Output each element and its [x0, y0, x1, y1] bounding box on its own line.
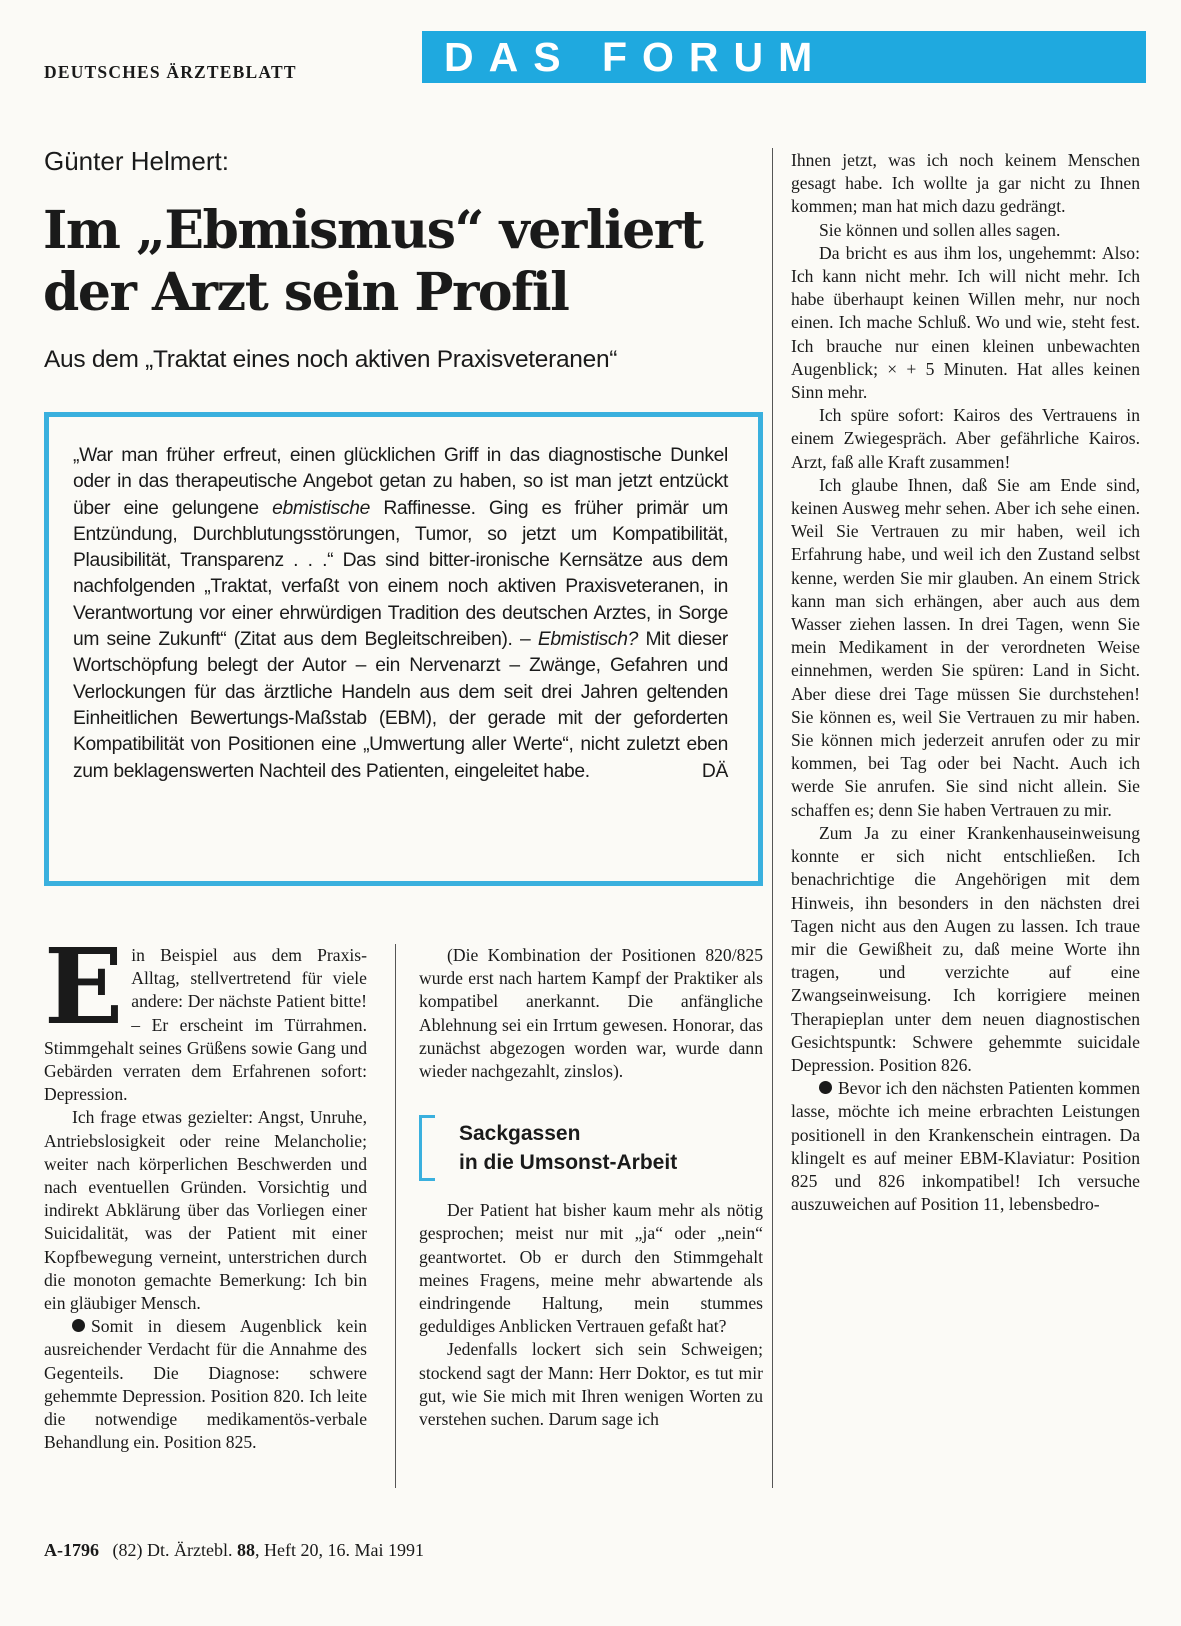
lead-part2: Raffinesse. Ging es früher primär um Entzündung, Durchblutungsstörungen, Tumor, so jetzt um Kompatibilität, Plausibilität, Transparenz . . .“ Das sind bitter-ironische Kernsätze aus dem nachfolgenden „Traktat, verfaßt von einem noch aktiven Praxisveteranen, in Verantwortung vor einer ehrwürdigen Tradition des deutschen Arztes, in Sorge um seine Zukunft“ (Zitat aus dem Begleitschreiben). – [73, 497, 728, 651]
bracket-icon [419, 1115, 435, 1181]
paragraph [44, 925, 367, 1106]
paragraph [44, 1315, 367, 1454]
paragraph: Zum Ja zu einer Krankenhauseinweisung konnte er sich nicht entschließen. Ich benachrichtige die Angehörigen mit dem Hinweis, ihn besonders in den nächsten drei Tagen nicht aus den Augen zu lassen. Ich traue mir die Gewißheit zu, daß meine Worte ihn tragen, und verzichte auf eine Zwangseinweisung. Ich korrigiere meinen Therapieplan unter dem neuen diagnostischen Gesichtspuntk: Schwere gehemmte suicidale Depression. Position 826. [791, 822, 1140, 1075]
issue-date: , Heft 20, 16. Mai 1991 [254, 1540, 424, 1560]
paragraph: Der Patient hat bisher kaum mehr als nötig gesprochen; meist nur mit „ja“ oder „nein“ geantwortet. Ob er durch den Stimmgehalt meines Fragens, meine mehr abwartende als eindringende Haltung, mein stummes geduldiges Anblicken Vertrauen gefaßt hat? [419, 1200, 763, 1337]
paragraph: Da bricht es aus ihm los, ungehemmt: Also: Ich kann nicht mehr. Ich will nicht mehr. Ich habe überhaupt keinen Willen mehr, nur noch einen. Ich mache Schluß. Wo und wie, steht fest. Ich brauche nur einen kleinen unbewachten Augenblick; × + 5 Minuten. Hat alles keinen Sinn mehr. [791, 242, 1140, 403]
page-footer [44, 1540, 424, 1561]
column-3 [791, 149, 1140, 1216]
lead-emphasis-1: ebmistische [272, 497, 371, 519]
paragraph: Jedenfalls lockert sich sein Schweigen; stockend sagt der Mann: Herr Doktor, es tut mir gut, wie Sie mich mit Ihren wenigen Worten zu verstehen suchen. Darum sage ich [419, 1339, 763, 1430]
paragraph [791, 1077, 1140, 1216]
drop-cap: E [44, 925, 124, 1048]
paragraph-text: Bevor ich den nächsten Patienten kommen lasse, möchte ich meine erbrachten Leistungen positionell in den Krankenschein eintragen. Da klingelt es auf meiner EBM-Klaviatur: Position 825 und 826 inkompatibel! Ich versuche auszuweichen auf Position 11, lebensbedro- [791, 1078, 1140, 1215]
page-number: A-1796 [44, 1540, 99, 1560]
article-title: Im „Ebmismus“ verliert der Arzt sein Profil [43, 200, 703, 323]
bullet-icon [819, 1081, 832, 1094]
column-rule-1 [395, 944, 396, 1488]
lead-part3: Mit dieser Wortschöpfung belegt der Autor – ein Nervenarzt – Zwänge, Gefahren und Verlockungen für das ärztliche Handeln aus dem seit drei Jahren geltenden Einheitlichen Bewertungs-Maßstab (EBM), der gerade mit der geforderten Kompatibilität von Positionen eine „Umwertung aller Werte“, nicht zuletzt eben zum beklagenswerten Nachteil des Patienten, eingeleitet habe. [73, 629, 728, 782]
volume-number: 88 [236, 1540, 255, 1560]
paragraph: Ich glaube Ihnen, daß Sie am Ende sind, keinen Ausweg mehr sehen. Aber ich sehe einen. Weil Sie Vertrauen zu mir haben, weil ich Erfahrung habe, und weil ich den Zustand selbst kenne, werden Sie mir glauben. An einem Strick kann man sich erhängen, aber auch aus dem Wasser ziehen lassen. In drei Tagen, wenn Sie mein Medikament in der verordneten Weise einnehmen, werden Sie spüren: Land in Sicht. Aber diese drei Tage müssen Sie durchstehen! Sie können es, weil Sie Vertrauen zu mir haben. Sie können mich jederzeit anrufen oder zu mir kommen, bei Tag oder bei Nacht. Auch ich werde Sie anrufen. Sie sind nicht allein. Sie schaffen es; denn Sie haben Vertrauen zu mir. [791, 474, 1140, 820]
journal-ref: (82) Dt. Ärztebl. [112, 1540, 233, 1560]
paragraph-text: Somit in diesem Augenblick kein ausreichender Verdacht für die Annahme des Gegenteils. Die Diagnose: schwere gehemmte Depression. Position 820. Ich leite die notwendige medikamentös-verbale Behandlung ein. Position 825. [44, 1316, 367, 1453]
lead-text [73, 443, 728, 785]
column-rule-2 [772, 148, 773, 1488]
subheading-text: Sackgassen in die Umsonst-Arbeit [459, 1122, 678, 1175]
paragraph-text: in Beispiel aus dem Praxis-Alltag, stellvertretend für viele andere: Der nächste Patient bitte! – Er erscheint im Türrahmen. Stimmgehalt seines Grüßens sowie Gang und Gebärden verraten dem Erfahrenen sofort: Depression. [44, 945, 367, 1105]
paragraph: Ich frage etwas gezielter: Angst, Unruhe, Antriebslosigkeit oder reine Melancholie; weiter nach körperlichen Beschwerden und nach eventuellen Gründen. Vorsichtig und indirekt Abklärung über das Vorliegen einer Suicidalität, was der Patient mit einer Kopfbewegung verneint, unterstrichen durch die monoton gemachte Bemerkung: Ich bin ein gläubiger Mensch. [44, 1107, 367, 1314]
lead-part1: „War man früher erfreut, einen glücklichen Griff in das diagnostische Dunkel oder in das therapeutische Angebot getan zu haben, so ist man jetzt entzückt über eine gelungene [73, 445, 728, 519]
lead-emphasis-2: Ebmistisch? [537, 629, 638, 651]
paragraph: Ich spüre sofort: Kairos des Vertrauens in einem Zwiegespräch. Aber gefährliche Kairos. Arzt, faß alle Kraft zusammen! [791, 405, 1140, 472]
paragraph: Sie können und sollen alles sagen. [819, 219, 1061, 240]
article-subtitle: Aus dem „Traktat eines noch aktiven Praxisveteranen“ [44, 346, 618, 373]
column-2 [419, 944, 763, 1431]
column-1 [44, 925, 367, 1454]
bullet-icon [72, 1319, 85, 1332]
article-author: Günter Helmert: [44, 146, 229, 176]
lead-signature: DÄ [701, 760, 728, 782]
paragraph: Ihnen jetzt, was ich noch keinem Menschen gesagt habe. Ich wollte ja gar nicht zu Ihnen kommen; man hat mich dazu gedrängt. [791, 150, 1140, 217]
paragraph: (Die Kombination der Positionen 820/825 wurde erst nach hartem Kampf der Praktiker als kompatibel anerkannt. Die anfängliche Ablehnung sei ein Irrtum gewesen. Honorar, das zunächst abgezogen worden war, wurde dann wieder nachgezahlt, zinslos). [419, 945, 763, 1082]
section-banner: DAS FORUM [422, 31, 1146, 83]
subheading [419, 1111, 763, 1195]
masthead: DEUTSCHES ÄRZTEBLATT [44, 62, 297, 82]
lead-box [44, 412, 763, 886]
